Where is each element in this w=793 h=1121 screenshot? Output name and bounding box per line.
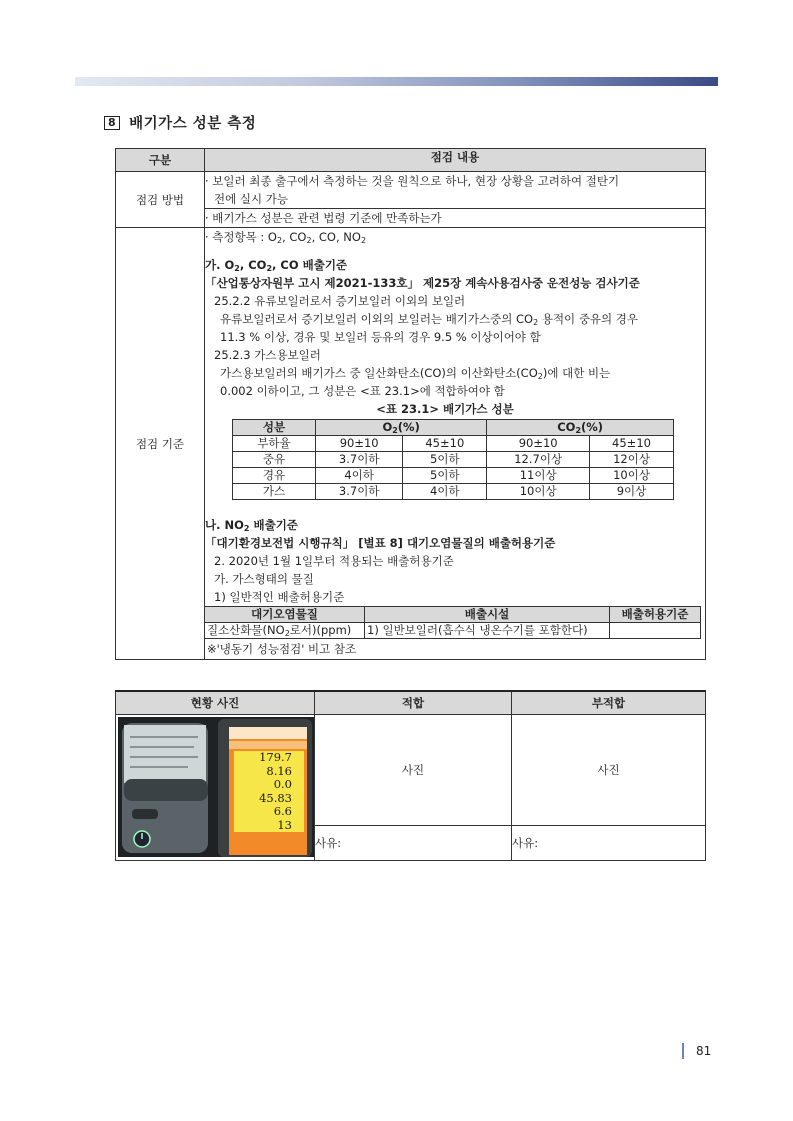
photo-unfit[interactable]: 사진 [512, 715, 706, 826]
composition-header [233, 420, 674, 436]
header-unfit: 부적합 [512, 691, 706, 715]
reason-unfit[interactable]: 사유: [512, 826, 706, 861]
header-gradient-bar [75, 77, 718, 86]
composition-row-heavy-oil [233, 452, 674, 468]
reading-5: 6.6 [234, 805, 304, 819]
method-item-2-text: · 배기가스 성분은 관련 법령 기준에 만족하는가 [205, 211, 442, 225]
method-row-2 [116, 209, 706, 228]
clause-2522-text-2: 11.3 % 이상, 경유 및 보일러 등유의 경우 9.5 % 이상이어야 함 [220, 330, 541, 344]
clause-2522-title: 25.2.2 유류보일러로서 증기보일러 이외의 보일러 [214, 294, 466, 308]
composition-header-co2: $CO_2(\%)$ [487, 420, 674, 436]
photo-fit[interactable]: 사진 [315, 715, 512, 826]
analyzer-photo [118, 717, 314, 857]
composition-header-component: 성분 [233, 420, 316, 436]
method-item-1 [205, 172, 706, 209]
criteria-label: 점검 기준 [116, 228, 205, 660]
photo-table [115, 690, 706, 861]
header-content: 점검 내용 [205, 149, 706, 172]
emission-standard-b-regulation: 「대기환경보전법 시행규칙」 [별표 8] 대기오염물질의 배출허용기준 [205, 536, 556, 550]
emission-facility: 1) 일반보일러(흡수식 냉온수기를 포함한다) [365, 623, 610, 639]
method-item-1-line-1: · 보일러 최종 출구에서 측정하는 것을 원칙으로 하나, 현장 상황을 고려하여 절탄기 [205, 174, 620, 188]
method-row-1 [116, 172, 706, 209]
emission-standard-b-title: 나. $NO_2$ 배출기준 [205, 518, 298, 533]
emission-pollutant: 질소산화물($NO_2$로서)(ppm) [205, 623, 365, 639]
table-cell: 4이하 [403, 484, 487, 500]
reading-6: 13 [234, 819, 304, 833]
table-cell: 12.7이상 [487, 452, 590, 468]
table-cell: 3.7이하 [316, 484, 403, 500]
criteria-row [116, 228, 706, 660]
criteria-content [205, 228, 706, 660]
table-cell: 90±10 [316, 436, 403, 452]
table-cell: 경유 [233, 468, 316, 484]
table-cell: 45±10 [590, 436, 674, 452]
analyzer-readings [234, 751, 304, 832]
standard-b-item-3: 1) 일반적인 배출허용기준 [214, 590, 345, 604]
current-photo-cell [116, 715, 315, 861]
composition-header-o2: $O_2(\%)$ [316, 420, 487, 436]
emission-row [205, 623, 701, 639]
clause-2522-text-1: 유류보일러로서 증기보일러 이외의 보일러는 배기가스중의 $CO_2$ 용적이 중유의 경우 [220, 312, 639, 327]
method-item-2 [205, 209, 706, 228]
standard-b-item-2: 가. 가스형태의 물질 [214, 572, 314, 586]
table-cell: 5이하 [403, 468, 487, 484]
emission-header-limit: 배출허용기준 [610, 607, 701, 623]
reason-fit[interactable]: 사유: [315, 826, 512, 861]
exhaust-composition-table [232, 419, 674, 500]
table-cell: 3.7이하 [316, 452, 403, 468]
reading-1: 179.7 [234, 751, 304, 765]
reading-2: 8.16 [234, 765, 304, 779]
composition-row-load [233, 436, 674, 452]
table-cell: 90±10 [487, 436, 590, 452]
section-number: 8 [104, 116, 120, 130]
method-label: 점검 방법 [116, 172, 205, 228]
section-title [104, 112, 256, 133]
reading-3: 0.0 [234, 778, 304, 792]
table-cell: 10이상 [590, 468, 674, 484]
inspection-table-header [116, 149, 706, 172]
page-number-bar [682, 1043, 684, 1059]
section-title-text: 배기가스 성분 측정 [129, 116, 257, 132]
clause-2523-text-1: 가스용보일러의 배기가스 중 일산화탄소(CO)의 이산화탄소$(CO_2)$에 대한 비는 [220, 366, 611, 381]
emission-limit [610, 623, 701, 639]
composition-row-light-oil [233, 468, 674, 484]
table-cell: 11이상 [487, 468, 590, 484]
emission-header-pollutant: 대기오염물질 [205, 607, 365, 623]
page-number: 81 [696, 1044, 712, 1058]
composition-row-gas [233, 484, 674, 500]
photo-row [116, 715, 706, 826]
emission-standard-a-regulation: 「산업통상자원부 고시 제2021-133호」 제25장 계속사용검사중 운전성능 검사기준 [205, 276, 640, 290]
header-fit: 적합 [315, 691, 512, 715]
table-cell: 12이상 [590, 452, 674, 468]
clause-2523-text-2: 0.002 이하이고, 그 성분은 <표 23.1>에 적합하여야 함 [220, 384, 505, 398]
inspection-table [115, 148, 706, 660]
table-cell: 4이하 [316, 468, 403, 484]
table-cell: 5이하 [403, 452, 487, 468]
header-current-photo: 현황 사진 [116, 691, 315, 715]
table-cell: 부하율 [233, 436, 316, 452]
table-cell: 9이상 [590, 484, 674, 500]
measurement-items: · 측정항목 : $O_2$, $CO_2$, CO, $NO_2$ [205, 230, 367, 245]
table-cell: 10이상 [487, 484, 590, 500]
emission-header-facility: 배출시설 [365, 607, 610, 623]
emission-limit-table [204, 606, 701, 639]
criteria-note: ※'냉동기 성능점검' 비고 참조 [207, 642, 357, 656]
table-231-caption: <표 23.1> 배기가스 성분 [376, 402, 514, 416]
emission-header [205, 607, 701, 623]
table-cell: 45±10 [403, 436, 487, 452]
method-item-1-line-2: 전에 실시 가능 [214, 192, 288, 206]
photo-table-header [116, 691, 706, 715]
reading-4: 45.83 [234, 792, 304, 806]
table-cell: 가스 [233, 484, 316, 500]
emission-standard-a-title: 가. $O_2$, $CO_2$, CO 배출기준 [205, 258, 348, 273]
standard-b-item-1: 2. 2020년 1월 1일부터 적용되는 배출허용기준 [214, 554, 454, 568]
header-category: 구분 [116, 149, 205, 172]
clause-2523-title: 25.2.3 가스용보일러 [214, 348, 321, 362]
table-cell: 중유 [233, 452, 316, 468]
